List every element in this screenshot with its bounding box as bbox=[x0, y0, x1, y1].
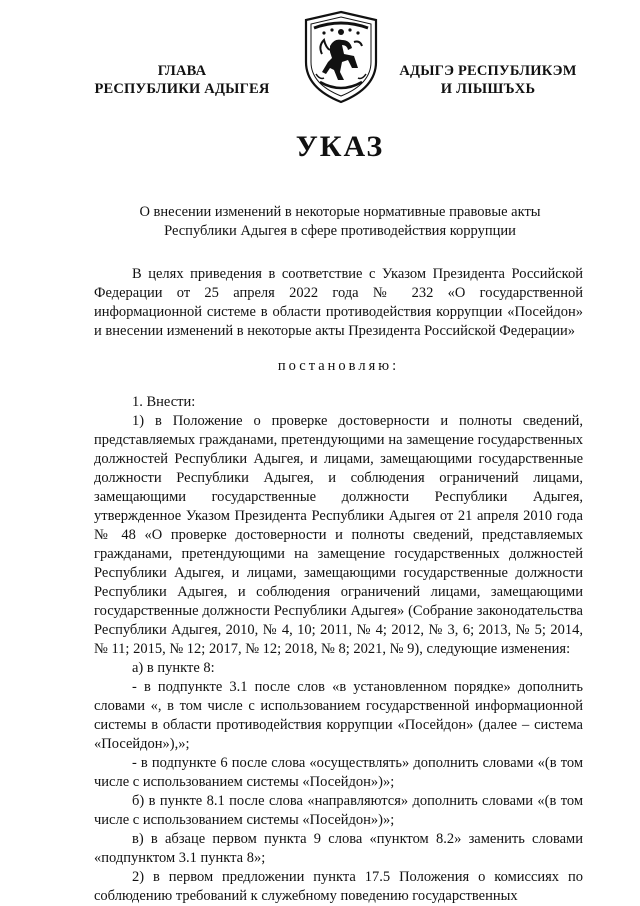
document-body bbox=[94, 265, 583, 906]
header-left bbox=[82, 62, 282, 98]
coat-of-arms-emblem-icon bbox=[300, 10, 382, 104]
subject-line2: Республики Адыгея в сфере противодействия коррупции bbox=[164, 223, 516, 239]
header-left-line1: ГЛАВА bbox=[157, 63, 207, 79]
header-right-line1: АДЫГЭ РЕСПУБЛИКЭМ bbox=[399, 63, 577, 79]
paragraph: 2) в первом предложении пункта 17.5 Положения о комиссиях по соблюдению требований к служебному поведению государственных bbox=[94, 869, 583, 904]
paragraph: 1) в Положение о проверке достоверности и полноты сведений, представляемых гражданами, претендующими на замещение государственных должностей Республики Адыгея, и лицами, замещающими государственные должности Республики Адыгея, и соблюдения ограничений лицами, замещающими государственные должности Республики Адыгея, утвержденное Указом Президента Республики Адыгея от 21 апреля 2010 года № 48 «О проверке достоверности и полноты сведений, представляемых гражданами, претендующими на замещение государственных должностей Республики Адыгея, и лицами, замещающими государственные должности Республики Адыгея, и соблюдения ограничений лицами, замещающими государственные должности Республики Адыгея» (Собрание законодательства Республики Адыгея, 2010, № 4, 10; 2011, № 4; 2012, № 3, 6; 2013, № 5; 2014, № 11; 2015, № 12; 2017, № 12; 2018, № 8; 2021, № 9), следующие изменения: bbox=[94, 413, 583, 657]
document-subject bbox=[90, 203, 590, 241]
paragraph: б) в пункте 8.1 после слова «направляются» дополнить словами «(в том числе с использованием системы «Посейдон»)»; bbox=[94, 793, 583, 828]
header-left-line2: РЕСПУБЛИКИ АДЫГЕЯ bbox=[94, 81, 270, 97]
preamble: В целях приведения в соответствие с Указом Президента Российской Федерации от 25 апреля 2022 года № 232 «О государственной информационной системе в области противодействия коррупции «Посейдон» и внесении изменений в некоторые акты Президента Российской Федерации» bbox=[94, 266, 583, 339]
paragraph: - в подпункте 3.1 после слов «в установленном порядке» дополнить словами «, в том числе с использованием государственной информационной системы в области противодействия коррупции «Посейдон» (далее – система «Посейдон»),»; bbox=[94, 679, 583, 752]
subject-line1: О внесении изменений в некоторые нормативные правовые акты bbox=[139, 204, 541, 220]
paragraph: 1. Внести: bbox=[132, 394, 196, 410]
header-right-line2: И ЛІЫШЪХЬ bbox=[440, 81, 536, 97]
header-right bbox=[388, 62, 588, 98]
paragraph: - в подпункте 6 после слова «осуществлять» дополнить словами «(в том числе с использованием системы «Посейдон»)»; bbox=[94, 755, 583, 790]
paragraph: а) в пункте 8: bbox=[132, 660, 215, 676]
document-title: УКАЗ bbox=[295, 130, 385, 163]
paragraph: в) в абзаце первом пункта 9 слова «пунктом 8.2» заменить словами «подпунктом 3.1 пункта 8»; bbox=[94, 831, 583, 866]
decree-word: постановляю: bbox=[277, 358, 400, 374]
